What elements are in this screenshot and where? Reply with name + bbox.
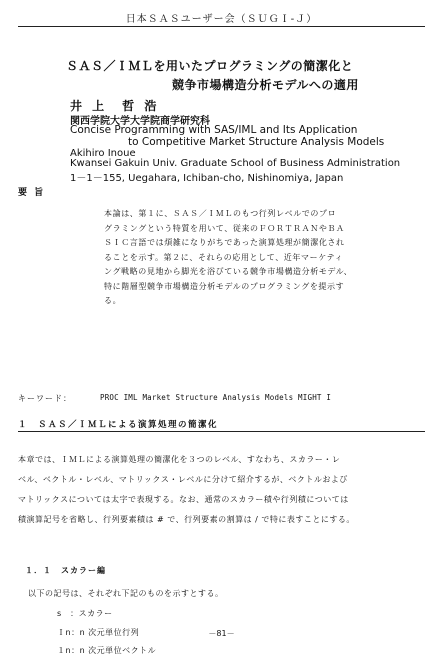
conference-header: 日本ＳＡＳユーザー会（ＳＵＧＩ-Ｊ） [125, 14, 318, 25]
author-affiliation: 関西学院大学大学院商学研究科 [70, 116, 210, 127]
section1-body [18, 450, 425, 530]
notation-item: s ：スカラー [57, 609, 113, 618]
abstract-line: 本論は、第１に、ＳＡＳ／ＩＭＬのもつ行列レベルでのプロ [104, 209, 337, 218]
abstract-line: グラミングという特質を用いて、従来のＦＯＲＴＲＡＮやＢＡ [104, 223, 345, 233]
section1-heading: １ ＳＡＳ／ＩＭＬによる演算処理の簡潔化 [18, 420, 219, 430]
author-name: 井 上 哲 浩 [70, 99, 160, 113]
notation-intro: 以下の記号は、それぞれ下記のものを示すとする。 [28, 589, 224, 598]
paper-title-line2: 競争市場構造分析モデルへの適用 [172, 78, 359, 92]
abstract-line: ング戦略の見地から脚光を浴びている競争市場構造分析モデル、 [104, 267, 353, 276]
english-author: Akihiro Inoue [70, 148, 136, 159]
notation-item: １n：n 次元単位ベクトル [57, 646, 157, 655]
abstract-line: る。 [104, 296, 122, 305]
abstract-line: ＳＩＣ言語では煩雑になりがちであった演算処理が簡潔化され [104, 238, 345, 247]
abstract-line: ることを示す。第２に、それらの応用として、近年マーケティ [104, 252, 344, 262]
keywords-label: キーワード： [18, 394, 72, 403]
header-rule [18, 26, 425, 27]
abstract-label: 要 旨 [18, 188, 46, 198]
body-line: 積演算記号を省略し、行列要素積は # で、行列要素の割算は / で特に表すことにする。 [18, 515, 355, 524]
abstract-line: 特に階層型競争市場構造分析モデルのプログラミングを提示す [104, 281, 345, 291]
body-line: マトリックスについては太字で表現する。なお、通常のスカラー積や行列積については [18, 495, 349, 504]
paper-title-line1: ＳＡＳ／ＩＭＬを用いたプログラミングの簡潔化と [66, 59, 354, 73]
subsection-heading: １．１ スカラー編 [25, 566, 106, 575]
english-address: 1－1－155, Uegahara, Ichiban-cho, Nishinomiya, Japan [70, 173, 344, 184]
body-line: ベル、ベクトル・レベル、マトリックス・レベルに分けて紹介するが、ベクトルおよび [18, 475, 348, 484]
english-affiliation: Kwansei Gakuin Univ. Graduate School of Business Administration [70, 158, 401, 169]
keywords-text: PROC IML Market Structure Analysis Models MIGHT I [100, 393, 332, 402]
section1-rule [18, 431, 425, 432]
english-title-line2: to Competitive Market Structure Analysis Models [128, 136, 385, 148]
abstract-body [104, 207, 374, 309]
english-title-line1: Concise Programming with SAS/IML and Its Application [70, 124, 358, 136]
body-line: 本章では、ＩＭＬによる演算処理の簡潔化を３つのレベル、すなわち、スカラー・レ [18, 455, 341, 464]
notation-item: Ｉn：n 次元単位行列 [57, 628, 140, 637]
page-number: －81－ [208, 629, 235, 638]
